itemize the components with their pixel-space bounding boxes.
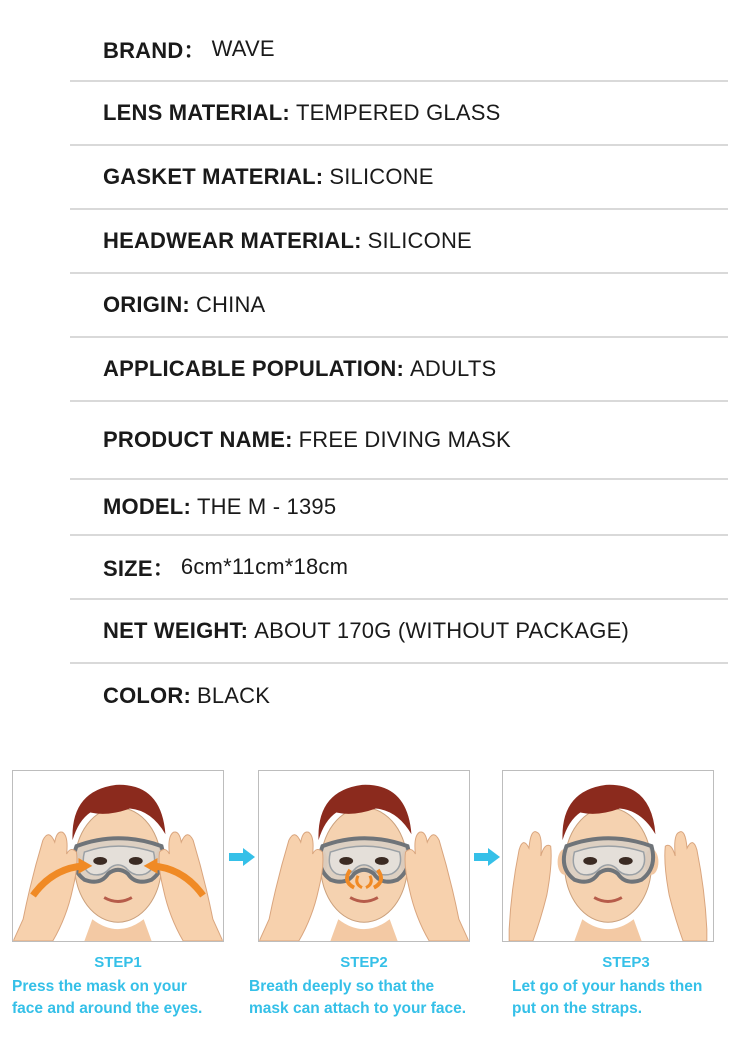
- spec-row-applicable-population: [70, 338, 728, 402]
- step-2-line-1: Breath deeply so that the: [249, 978, 435, 995]
- arrow-right-icon: [474, 848, 500, 866]
- spec-value: TEMPERED GLASS: [295, 100, 501, 125]
- spec-list: [70, 18, 728, 728]
- spec-row-net-weight: [70, 600, 728, 664]
- spec-key: COLOR:: [103, 683, 191, 708]
- face-with-mask-illustration: [13, 771, 223, 941]
- usage-steps: [0, 760, 750, 1053]
- spec-value: BLACK: [196, 683, 271, 708]
- spec-row-lens-material: [70, 82, 728, 146]
- spec-key: MODEL:: [103, 494, 191, 519]
- spec-row-headwear-material: [70, 210, 728, 274]
- spec-row-brand: [70, 18, 728, 82]
- step-1-line-2: face and around the eyes.: [12, 1000, 203, 1017]
- spec-value: ADULTS: [410, 356, 497, 381]
- spec-key: BRAND：: [103, 37, 206, 63]
- spec-value: SILICONE: [329, 164, 434, 189]
- spec-key: APPLICABLE POPULATION:: [103, 356, 404, 381]
- spec-row-product-name: [70, 402, 728, 480]
- spec-row-model: [70, 480, 728, 536]
- spec-value: CHINA: [195, 292, 266, 317]
- step-3-title: STEP3: [602, 954, 650, 971]
- spec-value: SILICONE: [367, 228, 472, 253]
- step-2-description: [249, 976, 466, 1020]
- spec-row-origin: [70, 274, 728, 338]
- step-2-title: STEP2: [340, 954, 388, 971]
- step-3-illustration: [502, 770, 714, 942]
- spec-key: LENS MATERIAL:: [103, 100, 290, 125]
- spec-key: ORIGIN:: [103, 292, 190, 317]
- spec-key: SIZE：: [103, 555, 175, 581]
- spec-key: NET WEIGHT:: [103, 618, 249, 643]
- step-3-line-1: Let go of your hands then: [512, 978, 703, 995]
- spec-value: FREE DIVING MASK: [298, 427, 511, 452]
- step-2-illustration: [258, 770, 470, 942]
- step-2-line-2: mask can attach to your face.: [249, 1000, 467, 1017]
- step-1-illustration: [12, 770, 224, 942]
- spec-value: THE M - 1395: [196, 494, 337, 519]
- spec-value: ABOUT 170G (WITHOUT PACKAGE): [254, 618, 629, 643]
- step-1-line-1: Press the mask on your: [12, 978, 187, 995]
- spec-row-color: [70, 664, 728, 728]
- spec-row-gasket-material: [70, 146, 728, 210]
- step-3-description: [512, 976, 702, 1020]
- spec-key: PRODUCT NAME:: [103, 427, 293, 452]
- face-with-mask-illustration: [503, 771, 713, 941]
- step-3-line-2: put on the straps.: [512, 1000, 643, 1017]
- arrow-right-icon: [229, 848, 255, 866]
- step-1-title: STEP1: [94, 954, 142, 971]
- spec-key: HEADWEAR MATERIAL:: [103, 228, 362, 253]
- step-1-description: [12, 976, 202, 1020]
- spec-value: 6cm*11cm*18cm: [180, 554, 349, 579]
- spec-key: GASKET MATERIAL:: [103, 164, 324, 189]
- spec-value: WAVE: [211, 36, 275, 61]
- face-with-mask-illustration: [259, 771, 469, 941]
- spec-row-size: [70, 536, 728, 600]
